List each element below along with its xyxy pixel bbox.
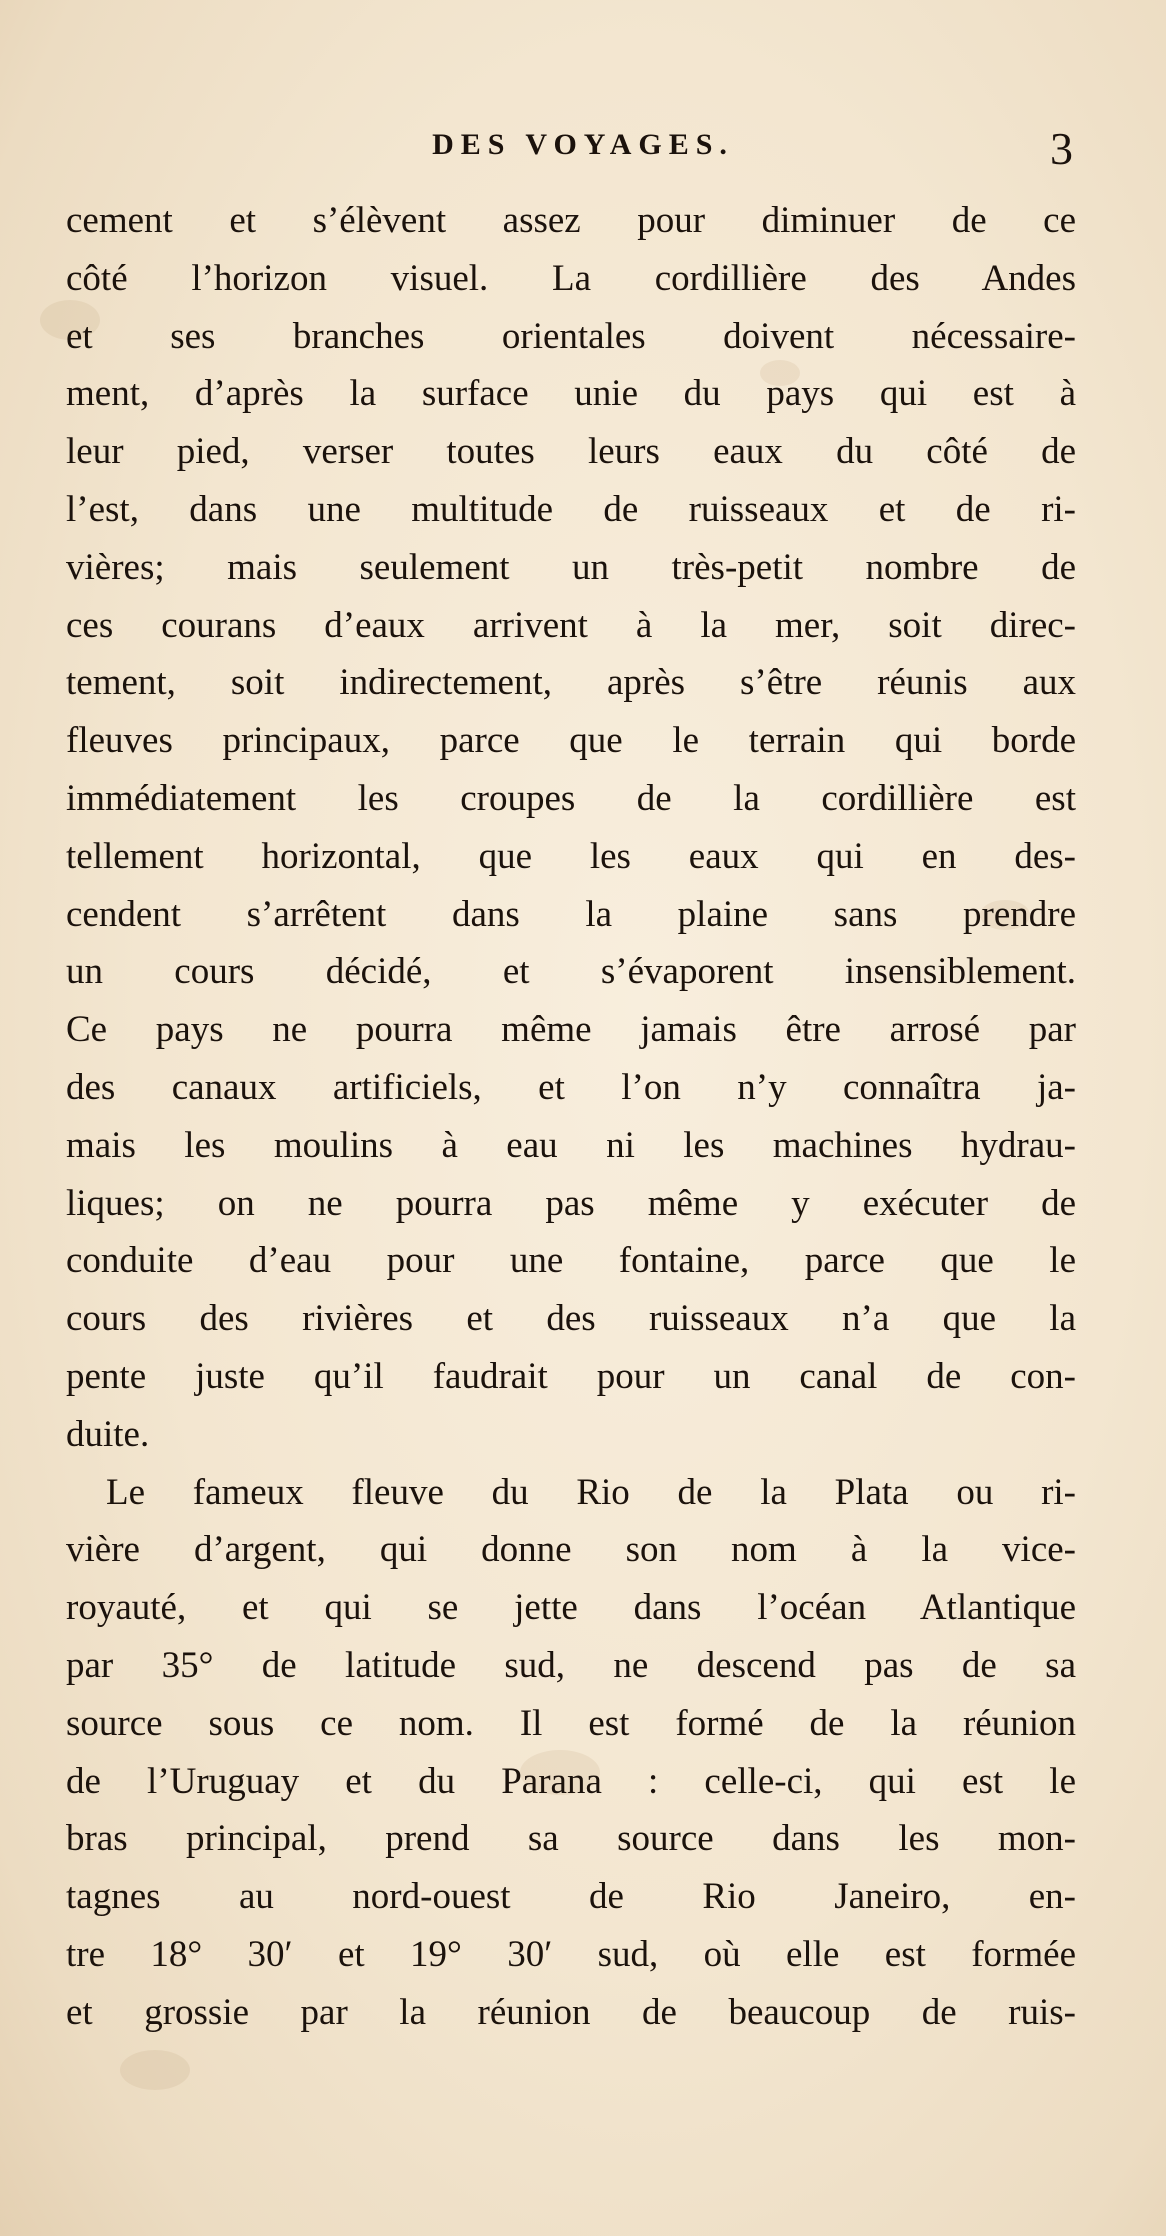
text-line: tement, soit indirectement, après s’être réunis aux <box>66 662 1076 704</box>
text-line: ment, d’après la surface unie du pays qui est à <box>66 373 1076 415</box>
text-line: pente juste qu’il faudrait pour un canal de con- <box>66 1355 1076 1397</box>
text-line: Ce pays ne pourra même jamais être arrosé par <box>66 1009 1076 1051</box>
text-line: fleuves principaux, parce que le terrain qui borde <box>66 720 1076 762</box>
text-line: mais les moulins à eau ni les machines hydrau- <box>66 1124 1076 1166</box>
paragraph-start-line: Le fameux fleuve du Rio de la Plata ou ri- <box>106 1471 1076 1513</box>
running-title: DES VOYAGES. <box>432 128 734 161</box>
text-line: leur pied, verser toutes leurs eaux du côté de <box>66 431 1076 473</box>
text-line: cement et s’élèvent assez pour diminuer de ce <box>66 200 1076 241</box>
text-line: par 35° de latitude sud, ne descend pas de sa <box>66 1644 1076 1686</box>
text-line: des canaux artificiels, et l’on n’y connaîtra ja- <box>66 1066 1076 1108</box>
text-line: de l’Uruguay et du Parana : celle-ci, qui est le <box>66 1760 1076 1802</box>
text-line: duite. <box>66 1413 150 1455</box>
text-line: conduite d’eau pour une fontaine, parce que le <box>66 1240 1076 1282</box>
page-number: 3 <box>1050 123 1073 174</box>
text-line: vières; mais seulement un très-petit nombre de <box>66 546 1076 588</box>
text-line: tagnes au nord-ouest de Rio Janeiro, en- <box>66 1876 1076 1918</box>
text-line: liques; on ne pourra pas même y exécuter de <box>66 1182 1076 1224</box>
text-line: côté l’horizon visuel. La cordillière des Andes <box>66 257 1076 299</box>
page-header <box>0 123 1166 178</box>
text-line: tellement horizontal, que les eaux qui en des- <box>66 835 1076 877</box>
text-line: un cours décidé, et s’évaporent insensiblement. <box>66 951 1076 993</box>
text-line: royauté, et qui se jette dans l’océan Atlantique <box>66 1587 1076 1629</box>
text-line: immédiatement les croupes de la cordillière est <box>66 777 1076 819</box>
body-text <box>66 192 1076 2042</box>
text-line: tre 18° 30′ et 19° 30′ sud, où elle est formée <box>66 1933 1076 1975</box>
text-line: cours des rivières et des ruisseaux n’a que la <box>66 1298 1076 1340</box>
text-line: l’est, dans une multitude de ruisseaux et de ri- <box>66 488 1076 530</box>
text-line: ces courans d’eaux arrivent à la mer, soit direc- <box>66 604 1076 646</box>
text-line: vière d’argent, qui donne son nom à la vice- <box>66 1529 1076 1571</box>
text-line: bras principal, prend sa source dans les mon- <box>66 1818 1076 1860</box>
text-line: et ses branches orientales doivent nécessaire- <box>66 315 1076 357</box>
text-line: et grossie par la réunion de beaucoup de ruis- <box>66 1991 1076 2033</box>
text-line: cendent s’arrêtent dans la plaine sans prendre <box>66 893 1076 935</box>
text-line: source sous ce nom. Il est formé de la réunion <box>66 1702 1076 1744</box>
